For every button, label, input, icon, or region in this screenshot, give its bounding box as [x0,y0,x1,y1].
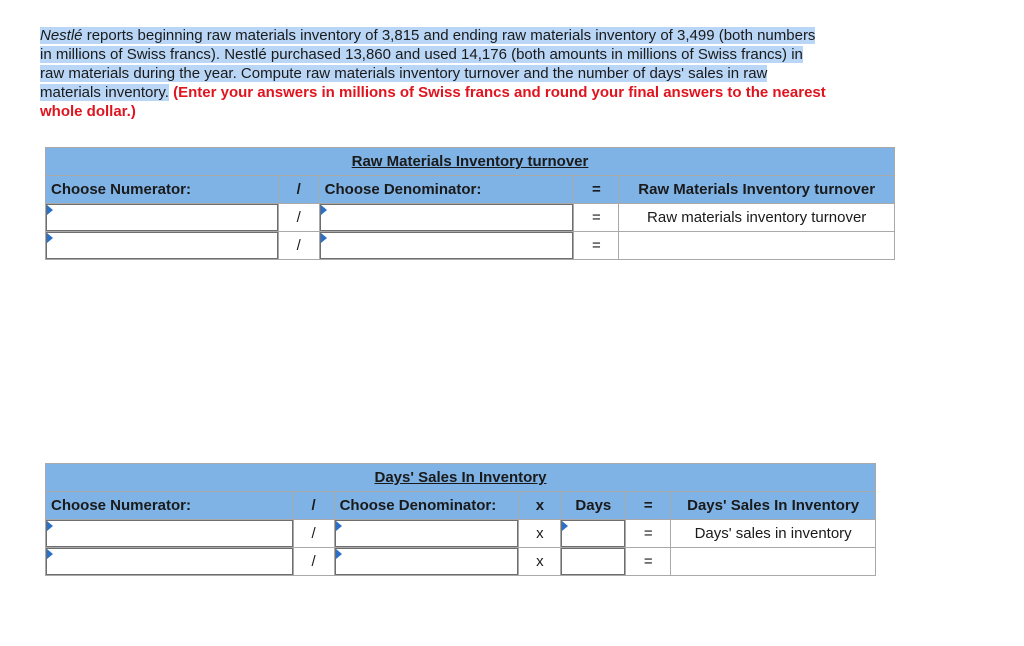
turnover-result-header: Raw Materials Inventory turnover [619,176,895,204]
days-numerator-header: Choose Numerator: [46,492,294,520]
turnover-divide-2: / [278,232,319,260]
turnover-title-row [46,148,895,176]
turnover-table [45,147,895,260]
question-company: Nestlé [40,27,83,44]
days-times-2: x [519,548,561,576]
days-row-2 [46,548,876,576]
days-days-header: Days [561,492,626,520]
days-divide-2: / [293,548,334,576]
turnover-denominator-select-1[interactable] [320,204,574,231]
dropdown-marker-icon [47,233,53,243]
turnover-result-2 [619,232,895,260]
days-denominator-input-2[interactable] [335,548,519,575]
turnover-row-1 [46,204,895,232]
turnover-numerator-header: Choose Numerator: [46,176,279,204]
question-details: reports beginning raw materials inventory of 3,815 and ending raw materials inventory of 3,499 (both numbers in millions of Swiss francs). Nestlé purchased 13,860 and used 14,176 (both amounts in millions of Swiss francs) in raw materials during the year. Compute raw materials inventory turnover and the number of days' sales in raw materials inventory. [40,27,816,101]
days-days-select-1[interactable] [561,520,625,547]
days-denominator-select-1[interactable] [335,520,519,547]
turnover-row-2 [46,232,895,260]
question-instruction: (Enter your answers in millions of Swiss francs and round your final answers to the nearest whole dollar.) [40,84,826,120]
turnover-numerator-input-2[interactable] [46,232,278,259]
days-result-label-1: Days' sales in inventory [671,520,876,548]
days-numerator-select-1[interactable] [46,520,293,547]
dropdown-marker-icon [47,521,53,531]
days-title: Days' Sales In Inventory [374,469,547,486]
turnover-result-label-1: Raw materials inventory turnover [619,204,895,232]
dropdown-marker-icon [321,233,327,243]
turnover-equals-1: = [574,204,619,232]
dropdown-marker-icon [336,549,342,559]
turnover-equals-header: = [574,176,619,204]
dropdown-marker-icon [47,549,53,559]
turnover-numerator-select-1[interactable] [46,204,278,231]
question-text [40,26,830,121]
days-denominator-header: Choose Denominator: [334,492,519,520]
days-equals-1: = [626,520,671,548]
dropdown-marker-icon [321,205,327,215]
days-times-1: x [519,520,561,548]
days-result-header: Days' Sales In Inventory [671,492,876,520]
days-sales-table [45,463,876,576]
turnover-divide-header: / [278,176,319,204]
days-times-header: x [519,492,561,520]
turnover-equals-2: = [574,232,619,260]
turnover-divide-1: / [278,204,319,232]
days-numerator-input-2[interactable] [46,548,293,575]
days-days-input-2[interactable] [561,548,625,575]
days-row-1 [46,520,876,548]
days-header-row [46,492,876,520]
turnover-title: Raw Materials Inventory turnover [351,153,589,170]
days-result-2 [671,548,876,576]
days-divide-header: / [293,492,334,520]
days-equals-header: = [626,492,671,520]
turnover-header-row [46,176,895,204]
days-equals-2: = [626,548,671,576]
dropdown-marker-icon [47,205,53,215]
turnover-denominator-input-2[interactable] [320,232,574,259]
turnover-denominator-header: Choose Denominator: [319,176,574,204]
days-title-row [46,464,876,492]
days-divide-1: / [293,520,334,548]
dropdown-marker-icon [562,521,568,531]
dropdown-marker-icon [336,521,342,531]
